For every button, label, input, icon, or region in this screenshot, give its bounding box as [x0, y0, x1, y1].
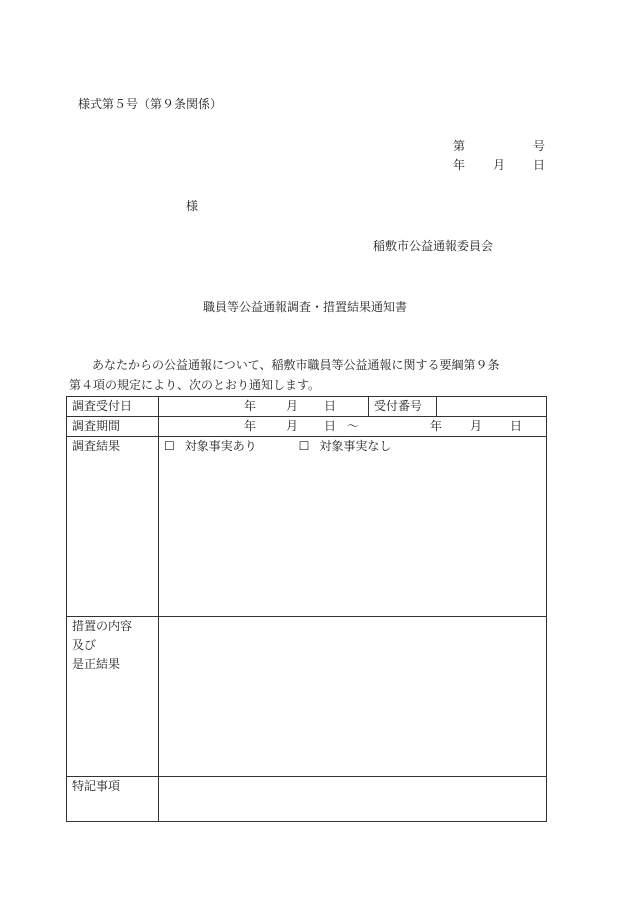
received-number-label: 受付番号	[369, 397, 437, 417]
date-month-label: 月	[493, 158, 506, 172]
addressee-suffix: 様	[186, 199, 199, 213]
fact-no-checkbox-icon[interactable]: ☐	[298, 439, 310, 453]
date-day-label: 日	[533, 158, 546, 172]
received-day-label: 日	[324, 399, 337, 413]
fact-no-option[interactable]	[299, 437, 392, 456]
form-number: 様式第５号（第９条関係）	[78, 97, 223, 111]
sender-name: 稲敷市公益通報委員会	[373, 239, 494, 253]
received-month-label: 月	[286, 399, 299, 413]
document-number-suffix: 号	[533, 139, 546, 153]
intro-line-1: あなたからの公益通報について、稲敷市職員等公益通報に関する要綱第９条	[92, 358, 500, 372]
measures-label-line-3: 是正結果	[72, 657, 121, 671]
received-date-row	[67, 397, 547, 417]
measures-row	[67, 617, 547, 777]
period-row	[67, 417, 547, 437]
measures-field	[159, 617, 547, 777]
received-number-field	[437, 397, 547, 417]
period-start-month: 月	[286, 419, 299, 433]
document-title: 職員等公益通報調査・措置結果通知書	[203, 300, 408, 314]
intro-line-2: 第４項の規定により、次のとおり通知します。	[69, 378, 321, 392]
measures-label-line-2: 及び	[72, 638, 97, 652]
received-date-label: 調査受付日	[67, 397, 159, 417]
fact-yes-label: 対象事実あり	[184, 439, 257, 453]
date-year-label: 年	[453, 158, 466, 172]
fact-no-label: 対象事実なし	[319, 439, 392, 453]
period-end-year: 年	[430, 419, 443, 433]
fact-yes-option[interactable]	[164, 437, 257, 456]
period-start-day: 日	[324, 419, 337, 433]
remarks-field	[159, 777, 547, 822]
measures-label	[67, 617, 159, 777]
period-field	[159, 417, 547, 437]
remarks-row	[67, 777, 547, 822]
period-end-month: 月	[470, 419, 483, 433]
notification-form-table	[66, 396, 547, 822]
measures-label-line-1: 措置の内容	[72, 619, 133, 633]
result-field	[159, 437, 547, 617]
result-row	[67, 437, 547, 617]
remarks-label: 特記事項	[67, 777, 159, 822]
result-label: 調査結果	[67, 437, 159, 617]
fact-yes-checkbox-icon[interactable]: ☐	[164, 439, 175, 453]
period-tilde: ～	[347, 419, 360, 433]
received-year-label: 年	[244, 399, 257, 413]
period-end-day: 日	[510, 419, 523, 433]
received-date-field	[159, 397, 369, 417]
document-number-prefix: 第	[453, 139, 466, 153]
period-start-year: 年	[244, 419, 257, 433]
period-label: 調査期間	[67, 417, 159, 437]
